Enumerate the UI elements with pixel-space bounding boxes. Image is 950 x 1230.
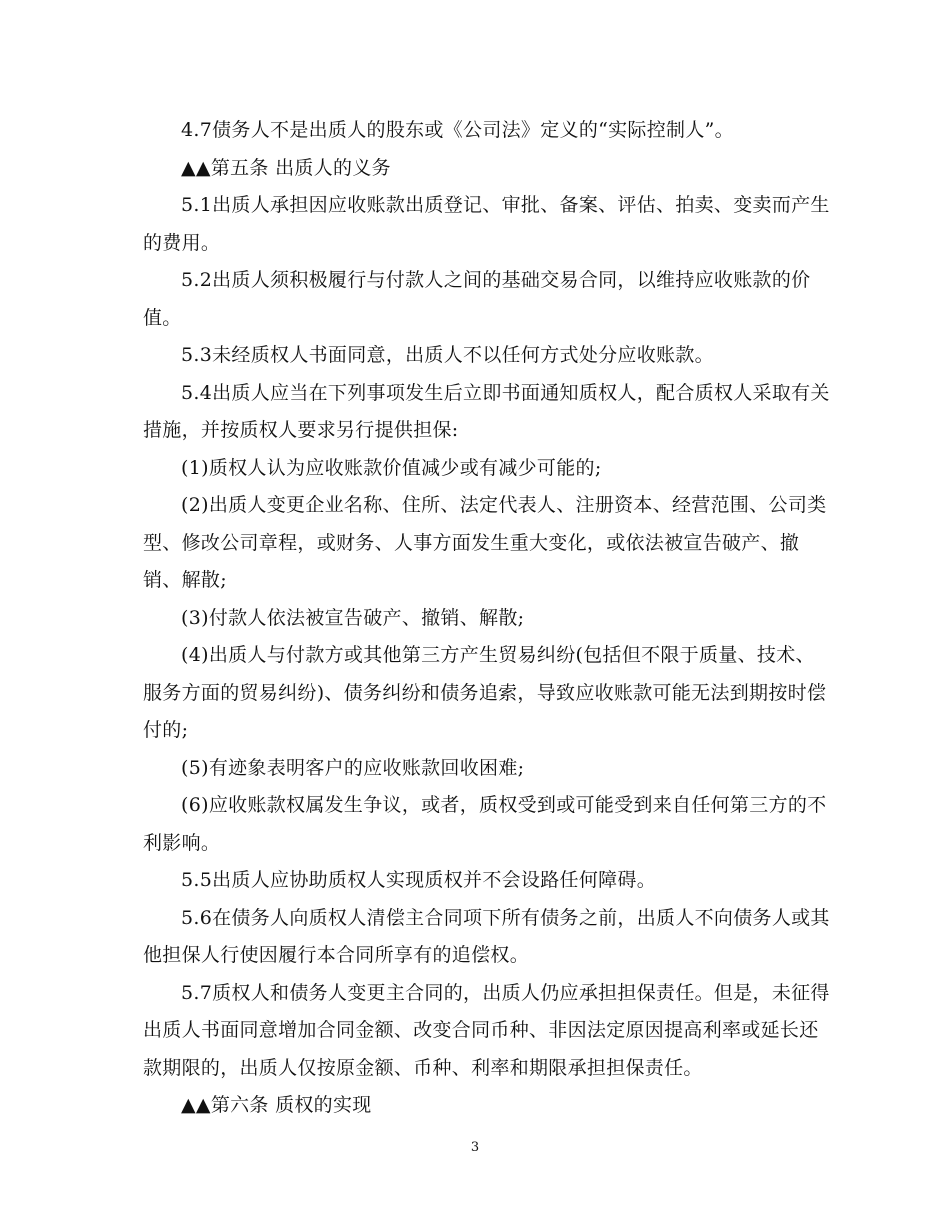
article-5-heading: ▲▲第五条 出质人的义务 bbox=[181, 156, 391, 179]
clause-5-2-line-1: 5.2出质人须积极履行与付款人之间的基础交易合同，以维持应收账款的价 bbox=[181, 269, 811, 291]
item-1: (1)质权人认为应收账款价值减少或有减少可能的; bbox=[181, 456, 602, 479]
clause-5-2-line-2: 值。 bbox=[143, 306, 182, 329]
clause-5-6-line-2: 他担保人行使因履行本合同所享有的追偿权。 bbox=[143, 944, 530, 966]
item-6-line-1: (6)应收账款权属发生争议，或者，质权受到或可能受到来自任何第三方的不 bbox=[181, 794, 827, 816]
clause-5-4-line-1: 5.4出质人应当在下列事项发生后立即书面通知质权人，配合质权人采取有关 bbox=[181, 381, 830, 404]
item-6-line-2: 利影响。 bbox=[143, 831, 221, 854]
item-2-line-1: (2)出质人变更企业名称、住所、法定代表人、注册资本、经营范围、公司类 bbox=[181, 494, 827, 516]
page-number: 3 bbox=[470, 1140, 480, 1155]
clause-5-4-line-2: 措施，并按质权人要求另行提供担保: bbox=[143, 419, 459, 441]
clause-5-5: 5.5出质人应协助质权人实现质权并不会设路任何障碍。 bbox=[181, 869, 657, 891]
clause-5-7-line-3: 款期限的，出质人仅按原金额、币种、利率和期限承担担保责任。 bbox=[143, 1056, 703, 1079]
clause-5-6-line-1: 5.6在债务人向质权人清偿主合同项下所有债务之前，出质人不向债务人或其 bbox=[181, 906, 830, 929]
item-2-line-3: 销、解散; bbox=[143, 569, 227, 591]
item-3: (3)付款人依法被宣告破产、撤销、解散; bbox=[181, 606, 525, 629]
item-2-line-2: 型、修改公司章程，或财务、人事方面发生重大变化，或依法被宣告破产、撤 bbox=[143, 531, 800, 554]
item-4-line-3: 付的; bbox=[143, 719, 189, 741]
item-4-line-1: (4)出质人与付款方或其他第三方产生贸易纠纷(包括但不限于质量、技术、 bbox=[181, 644, 815, 666]
document-body bbox=[143, 112, 830, 1125]
item-5: (5)有迹象表明客户的应收账款回收困难; bbox=[181, 756, 525, 779]
clause-5-7-line-2: 出质人书面同意增加合同金额、改变合同币种、非因法定原因提高利率或延长还 bbox=[143, 1019, 819, 1041]
clause-5-3: 5.3未经质权人书面同意，出质人不以任何方式处分应收账款。 bbox=[181, 344, 714, 366]
clause-5-1-line-2: 的费用。 bbox=[143, 231, 221, 254]
clause-5-1-line-1: 5.1出质人承担因应收账款出质登记、审批、备案、评估、拍卖、变卖而产生 bbox=[181, 194, 830, 216]
article-6-heading: ▲▲第六条 质权的实现 bbox=[181, 1094, 372, 1116]
clause-5-7-line-1: 5.7质权人和债务人变更主合同的，出质人仍应承担担保责任。但是，未征得 bbox=[181, 981, 830, 1004]
clause-4-7: 4.7债务人不是出质人的股东或《公司法》定义的“实际控制人”。 bbox=[181, 119, 734, 141]
item-4-line-2: 服务方面的贸易纠纷)、债务纠纷和债务追索，导致应收账款可能无法到期按时偿 bbox=[143, 681, 827, 704]
